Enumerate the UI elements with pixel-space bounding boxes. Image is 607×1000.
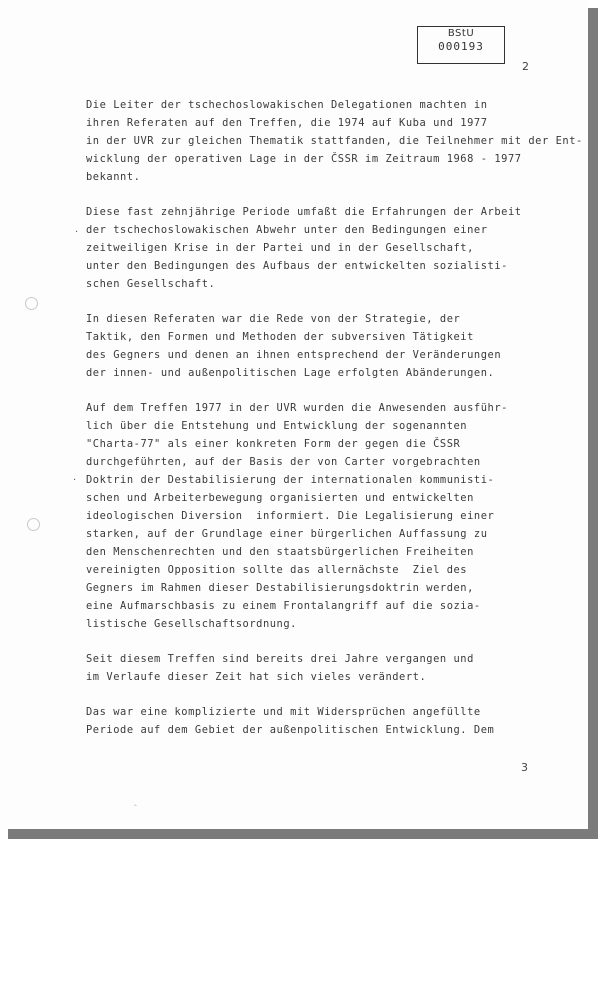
text-line: ihren Referaten auf den Treffen, die 1974 auf Kuba und 1977 <box>86 117 488 129</box>
text-line: Taktik, den Formen und Methoden der subversiven Tätigkeit <box>86 331 474 343</box>
stamp-org: BStU <box>447 28 475 39</box>
paragraph <box>86 399 596 633</box>
margin-dot: · <box>73 475 77 486</box>
text-line: der tschechoslowakischen Abwehr unter den Bedingungen einer <box>86 224 488 236</box>
text-line: vereinigten Opposition sollte das allernächste Ziel des <box>86 564 468 576</box>
paragraph <box>86 310 596 382</box>
paragraph <box>86 703 596 739</box>
stamp-number: 000193 <box>438 40 484 53</box>
text-line: schen Gesellschaft. <box>86 278 216 290</box>
text-line: des Gegners und denen an ihnen entsprechend der Veränderungen <box>86 349 502 361</box>
text-line: der innen- und außenpolitischen Lage erfolgten Abänderungen. <box>86 367 495 379</box>
text-line: Die Leiter der tschechoslowakischen Delegationen machten in <box>86 99 488 111</box>
text-line: schen und Arbeiterbewegung organisierten und entwickelten <box>86 492 474 504</box>
text-line: Auf dem Treffen 1977 in der UVR wurden die Anwesenden ausführ- <box>86 402 508 414</box>
text-line: ideologischen Diversion informiert. Die Legalisierung einer <box>86 510 495 522</box>
text-line: bekannt. <box>86 171 141 183</box>
paragraph <box>86 650 596 686</box>
text-line: eine Aufmarschbasis zu einem Frontalangriff auf die sozia- <box>86 600 481 612</box>
page-number-bottom: 3 <box>521 761 528 774</box>
paragraph <box>86 203 596 293</box>
text-line: Seit diesem Treffen sind bereits drei Jahre vergangen und <box>86 653 474 665</box>
text-line: durchgeführten, auf der Basis der von Carter vorgebrachten <box>86 456 481 468</box>
text-line: lich über die Entstehung und Entwicklung der sogenannten <box>86 420 468 432</box>
text-line: In diesen Referaten war die Rede von der Strategie, der <box>86 313 461 325</box>
page-number-top: 2 <box>522 60 529 73</box>
paragraph <box>86 96 596 186</box>
text-line: "Charta-77" als einer konkreten Form der gegen die ČSSR <box>86 438 461 450</box>
text-line: zeitweiligen Krise in der Partei und in der Gesellschaft, <box>86 242 474 254</box>
text-line: unter den Bedingungen des Aufbaus der entwickelten sozialisti- <box>86 260 508 272</box>
text-line: Doktrin der Destabilisierung der internationalen kommunisti- <box>86 474 495 486</box>
archive-stamp <box>417 26 505 64</box>
text-line: starken, auf der Grundlage einer bürgerlichen Auffassung zu <box>86 528 488 540</box>
text-line: Periode auf dem Gebiet der außenpolitischen Entwicklung. Dem <box>86 724 495 736</box>
stray-mark: ۦ <box>134 799 138 809</box>
text-line: Das war eine komplizierte und mit Widersprüchen angefüllte <box>86 706 481 718</box>
text-line: den Menschenrechten und den staatsbürgerlichen Freiheiten <box>86 546 474 558</box>
punch-hole-mark <box>27 518 40 531</box>
text-line: im Verlaufe dieser Zeit hat sich vieles verändert. <box>86 671 427 683</box>
punch-hole-mark <box>25 297 38 310</box>
text-line: in der UVR zur gleichen Thematik stattfanden, die Teilnehmer mit der Ent- <box>86 135 583 147</box>
text-line: Gegners im Rahmen dieser Destabilisierungsdoktrin werden, <box>86 582 474 594</box>
text-line: Diese fast zehnjährige Periode umfaßt die Erfahrungen der Arbeit <box>86 206 522 218</box>
margin-dot: · <box>75 227 79 238</box>
document-body <box>86 96 596 756</box>
text-line: wicklung der operativen Lage in der ČSSR im Zeitraum 1968 - 1977 <box>86 153 522 165</box>
scan-edge-bottom <box>8 829 598 839</box>
text-line: listische Gesellschaftsordnung. <box>86 618 297 630</box>
